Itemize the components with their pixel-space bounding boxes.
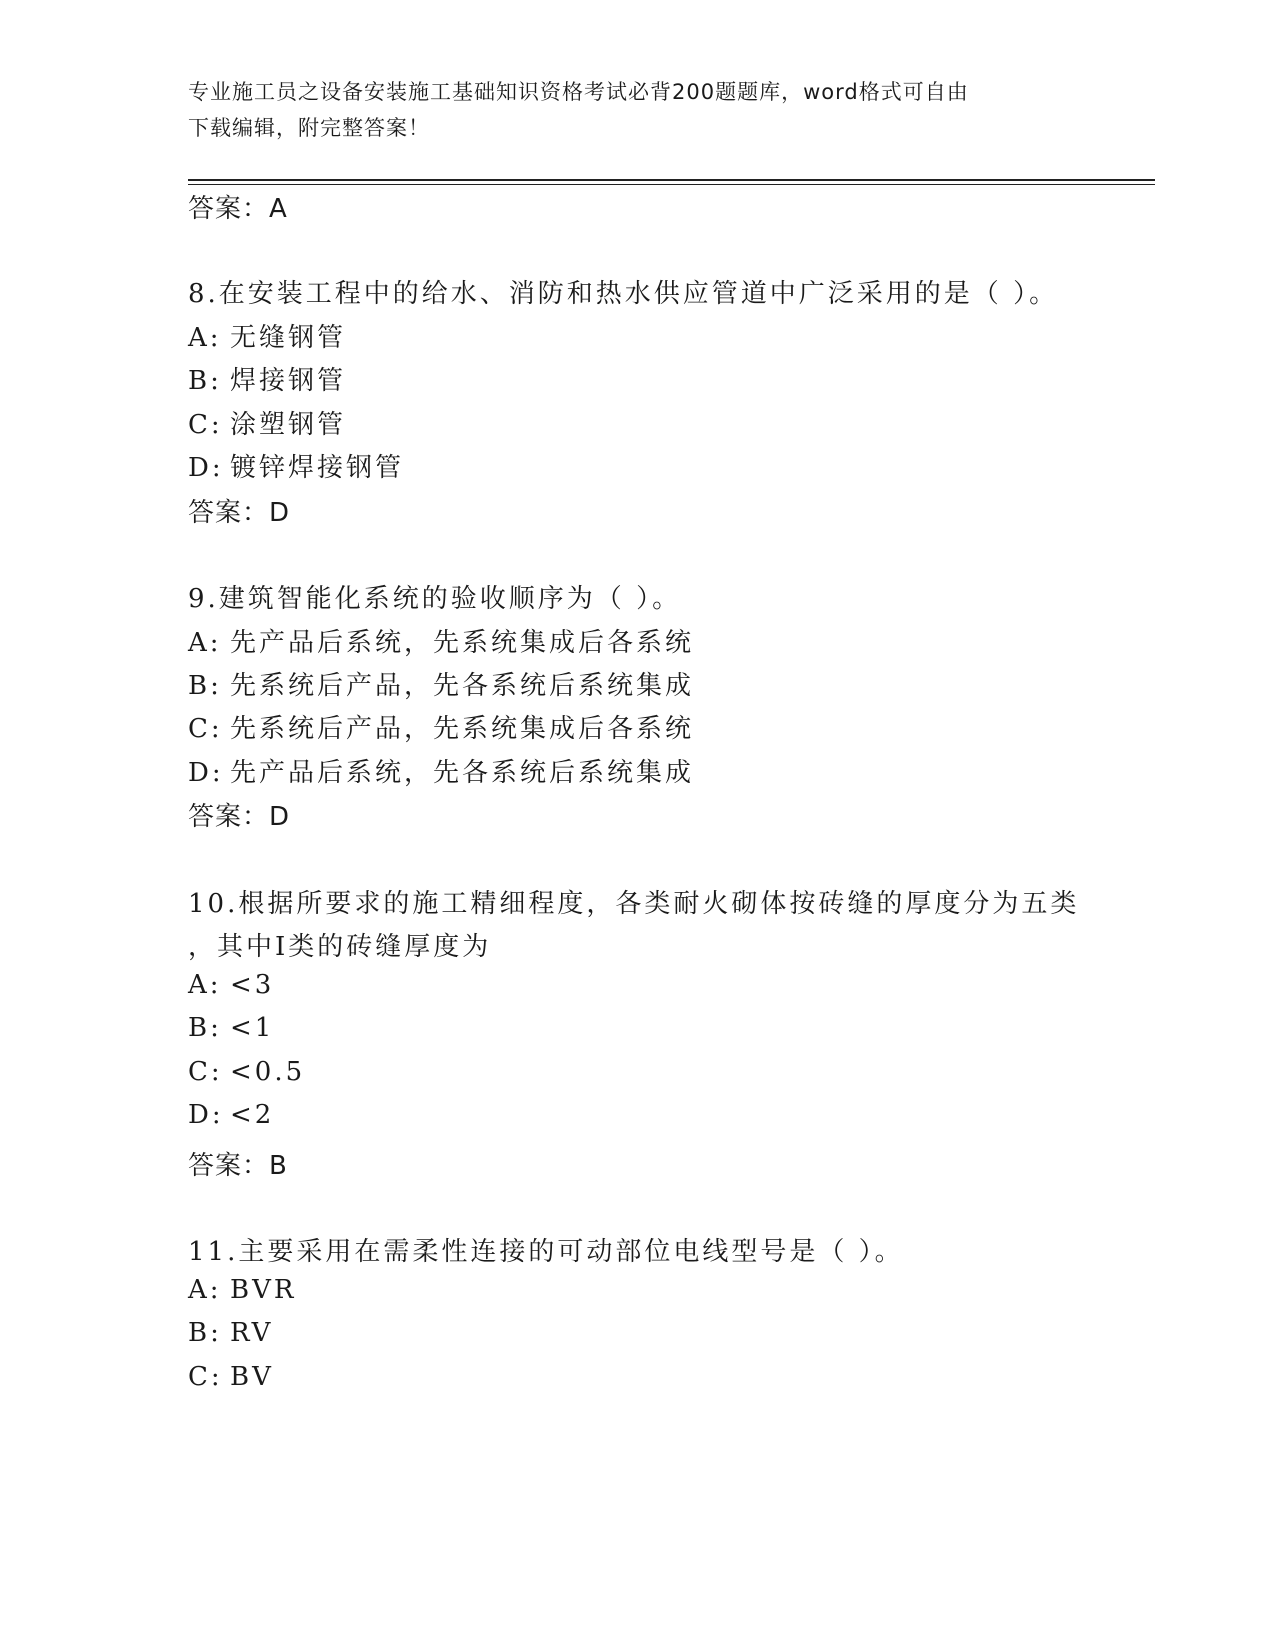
question-9-option-c: [188, 708, 694, 745]
question-9-option-a: [188, 622, 694, 659]
document-header: [188, 74, 1088, 146]
option-text: 无缝钢管: [230, 323, 347, 353]
question-8-option-b: [188, 360, 346, 397]
option-letter: A:: [188, 628, 222, 658]
question-11-option-a: [188, 1275, 296, 1305]
question-8-option-c: [188, 404, 346, 441]
answer-q7: 答案：A: [188, 194, 288, 224]
option-text: 镀锌焊接钢管: [230, 453, 405, 483]
option-text: 先系统后产品，先系统集成后各系统: [230, 714, 695, 744]
option-text: 先产品后系统，先系统集成后各系统: [230, 628, 695, 658]
header-divider: [188, 179, 1155, 181]
option-text: <1: [230, 1013, 275, 1043]
question-8-stem: 8.在安装工程中的给水、消防和热水供应管道中广泛采用的是（ ）。: [188, 279, 1059, 309]
option-text: <0.5: [230, 1057, 306, 1087]
option-letter: C:: [188, 1362, 223, 1392]
question-10-stem-line-1: 10.根据所要求的施工精细程度，各类耐火砌体按砖缝的厚度分为五类: [188, 889, 1080, 919]
option-letter: B:: [188, 671, 222, 701]
option-letter: A:: [188, 1275, 222, 1305]
answer-q9: 答案：D: [188, 802, 291, 832]
question-10-stem-line-2: ，其中Ⅰ类的砖缝厚度为: [188, 932, 492, 962]
question-10-option-d: [188, 1100, 274, 1130]
option-text: BV: [230, 1362, 274, 1392]
question-8-option-a: [188, 317, 346, 354]
header-divider-thin: [188, 184, 1155, 185]
option-text: <2: [230, 1100, 275, 1130]
header-line-1: 专业施工员之设备安装施工基础知识资格考试必背200题题库，word格式可自由: [188, 80, 969, 104]
question-11-option-c: [188, 1362, 274, 1392]
question-10-option-b: [188, 1013, 274, 1043]
option-text: RV: [230, 1318, 274, 1348]
question-10-option-a: [188, 970, 274, 1000]
answer-q10: 答案：B: [188, 1151, 288, 1181]
option-text: 先产品后系统，先各系统后系统集成: [230, 758, 695, 788]
option-text: BVR: [230, 1275, 297, 1305]
question-10-option-c: [188, 1057, 305, 1087]
option-text: 焊接钢管: [230, 366, 347, 396]
question-9-stem: 9.建筑智能化系统的验收顺序为（ ）。: [188, 584, 682, 614]
option-letter: C:: [188, 714, 223, 744]
option-letter: D:: [188, 1100, 224, 1130]
option-letter: B:: [188, 1013, 222, 1043]
question-11-option-b: [188, 1318, 273, 1348]
option-text: <3: [230, 970, 275, 1000]
option-letter: C:: [188, 1057, 223, 1087]
option-letter: A:: [188, 970, 222, 1000]
question-9-option-b: [188, 665, 694, 702]
option-letter: D:: [188, 758, 224, 788]
option-letter: B:: [188, 1318, 222, 1348]
option-text: 涂塑钢管: [230, 410, 347, 440]
option-letter: A:: [188, 323, 222, 353]
header-line-2: 下载编辑，附完整答案！: [188, 116, 430, 140]
question-11-stem: 11.主要采用在需柔性连接的可动部位电线型号是（ ）。: [188, 1237, 904, 1267]
question-9-option-d: [188, 752, 694, 789]
option-letter: B:: [188, 366, 222, 396]
question-8-option-d: [188, 447, 404, 484]
option-letter: D:: [188, 453, 224, 483]
answer-q8: 答案：D: [188, 498, 291, 528]
option-text: 先系统后产品，先各系统后系统集成: [230, 671, 695, 701]
option-letter: C:: [188, 410, 223, 440]
